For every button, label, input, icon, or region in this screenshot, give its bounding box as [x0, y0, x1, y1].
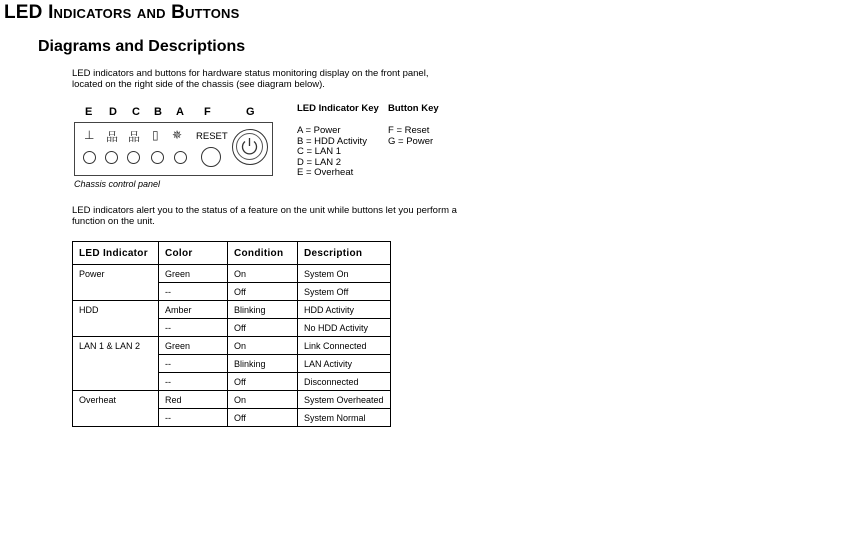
table-cell: Blinking — [228, 301, 298, 319]
lan2-icon: 品 — [106, 130, 119, 144]
label-f: F — [204, 106, 211, 118]
section-heading: Diagrams and Descriptions — [38, 38, 246, 55]
lan1-led — [127, 151, 140, 164]
table-cell — [73, 283, 159, 301]
col-header: Description — [298, 242, 391, 265]
table-cell: System Normal — [298, 409, 391, 427]
table-cell — [73, 373, 159, 391]
table-cell: Blinking — [228, 355, 298, 373]
table-cell: -- — [159, 373, 228, 391]
label-b: B — [154, 106, 162, 118]
table-cell — [73, 355, 159, 373]
table-cell: Link Connected — [298, 337, 391, 355]
key-item: B = HDD Activity — [297, 135, 367, 147]
key-item: A = Power — [297, 125, 341, 136]
col-header: LED Indicator — [73, 242, 159, 265]
table-cell: System Off — [298, 283, 391, 301]
table-cell: Power — [73, 265, 159, 283]
description-text: LED indicators alert you to the status of a feature on the unit while buttons let you perform a function on the unit. — [72, 205, 457, 227]
lan1-icon: 品 — [128, 130, 141, 144]
table-cell: -- — [159, 409, 228, 427]
power-icon — [233, 130, 266, 163]
button-key-heading: Button Key — [388, 103, 439, 114]
key-item: E = Overheat — [297, 167, 354, 178]
label-a: A — [176, 106, 184, 118]
table-cell: HDD — [73, 301, 159, 319]
table-cell: Off — [228, 373, 298, 391]
intro-text: LED indicators and buttons for hardware status monitoring display on the front panel, located on the right side of the chassis (see diagram below). — [72, 68, 429, 90]
table-row — [73, 391, 391, 409]
overheat-led — [83, 151, 96, 164]
table-cell: No HDD Activity — [298, 319, 391, 337]
power-led — [174, 151, 187, 164]
col-header: Condition — [228, 242, 298, 265]
table-cell: Off — [228, 409, 298, 427]
page-title: LED Indicators and Buttons — [4, 2, 240, 23]
table-cell: On — [228, 337, 298, 355]
table-row — [73, 355, 391, 373]
table-cell: HDD Activity — [298, 301, 391, 319]
label-g: G — [246, 106, 255, 118]
table-cell: Off — [228, 319, 298, 337]
table-row — [73, 337, 391, 355]
key-item: G = Power — [388, 135, 434, 147]
led-status-table — [72, 241, 391, 427]
table-cell — [73, 319, 159, 337]
table-cell: Disconnected — [298, 373, 391, 391]
table-cell: Green — [159, 337, 228, 355]
table-row — [73, 301, 391, 319]
table-row — [73, 373, 391, 391]
reset-button[interactable] — [201, 147, 221, 167]
overheat-icon: ⊥ — [84, 128, 95, 142]
table-cell: Off — [228, 283, 298, 301]
led-key-heading: LED Indicator Key — [297, 103, 379, 114]
table-cell: -- — [159, 355, 228, 373]
led-key-items — [297, 126, 379, 179]
reset-label: RESET — [196, 131, 228, 142]
lan2-led — [105, 151, 118, 164]
table-row — [73, 265, 391, 283]
key-item: F = Reset — [388, 125, 430, 136]
table-row — [73, 283, 391, 301]
table-row — [73, 319, 391, 337]
label-e: E — [85, 106, 93, 118]
hdd-led — [151, 151, 164, 164]
table-cell: Green — [159, 265, 228, 283]
power-button[interactable] — [232, 129, 268, 165]
table-cell: On — [228, 391, 298, 409]
table-cell: LAN Activity — [298, 355, 391, 373]
table-cell: -- — [159, 319, 228, 337]
col-header: Color — [159, 242, 228, 265]
table-cell: System On — [298, 265, 391, 283]
table-cell: LAN 1 & LAN 2 — [73, 337, 159, 355]
label-d: D — [109, 106, 117, 118]
key-item: C = LAN 1 — [297, 146, 342, 157]
panel-caption: Chassis control panel — [74, 179, 161, 189]
table-cell — [73, 409, 159, 427]
table-cell: Amber — [159, 301, 228, 319]
power-led-icon: ✵ — [172, 128, 183, 142]
table-cell: System Overheated — [298, 391, 391, 409]
table-cell: Red — [159, 391, 228, 409]
table-cell: -- — [159, 283, 228, 301]
table-cell: Overheat — [73, 391, 159, 409]
table-row — [73, 409, 391, 427]
label-c: C — [132, 106, 140, 118]
button-key — [388, 103, 439, 147]
table-cell: On — [228, 265, 298, 283]
led-key — [297, 103, 379, 179]
hdd-icon: ▯ — [152, 128, 159, 142]
key-item: D = LAN 2 — [297, 156, 342, 168]
